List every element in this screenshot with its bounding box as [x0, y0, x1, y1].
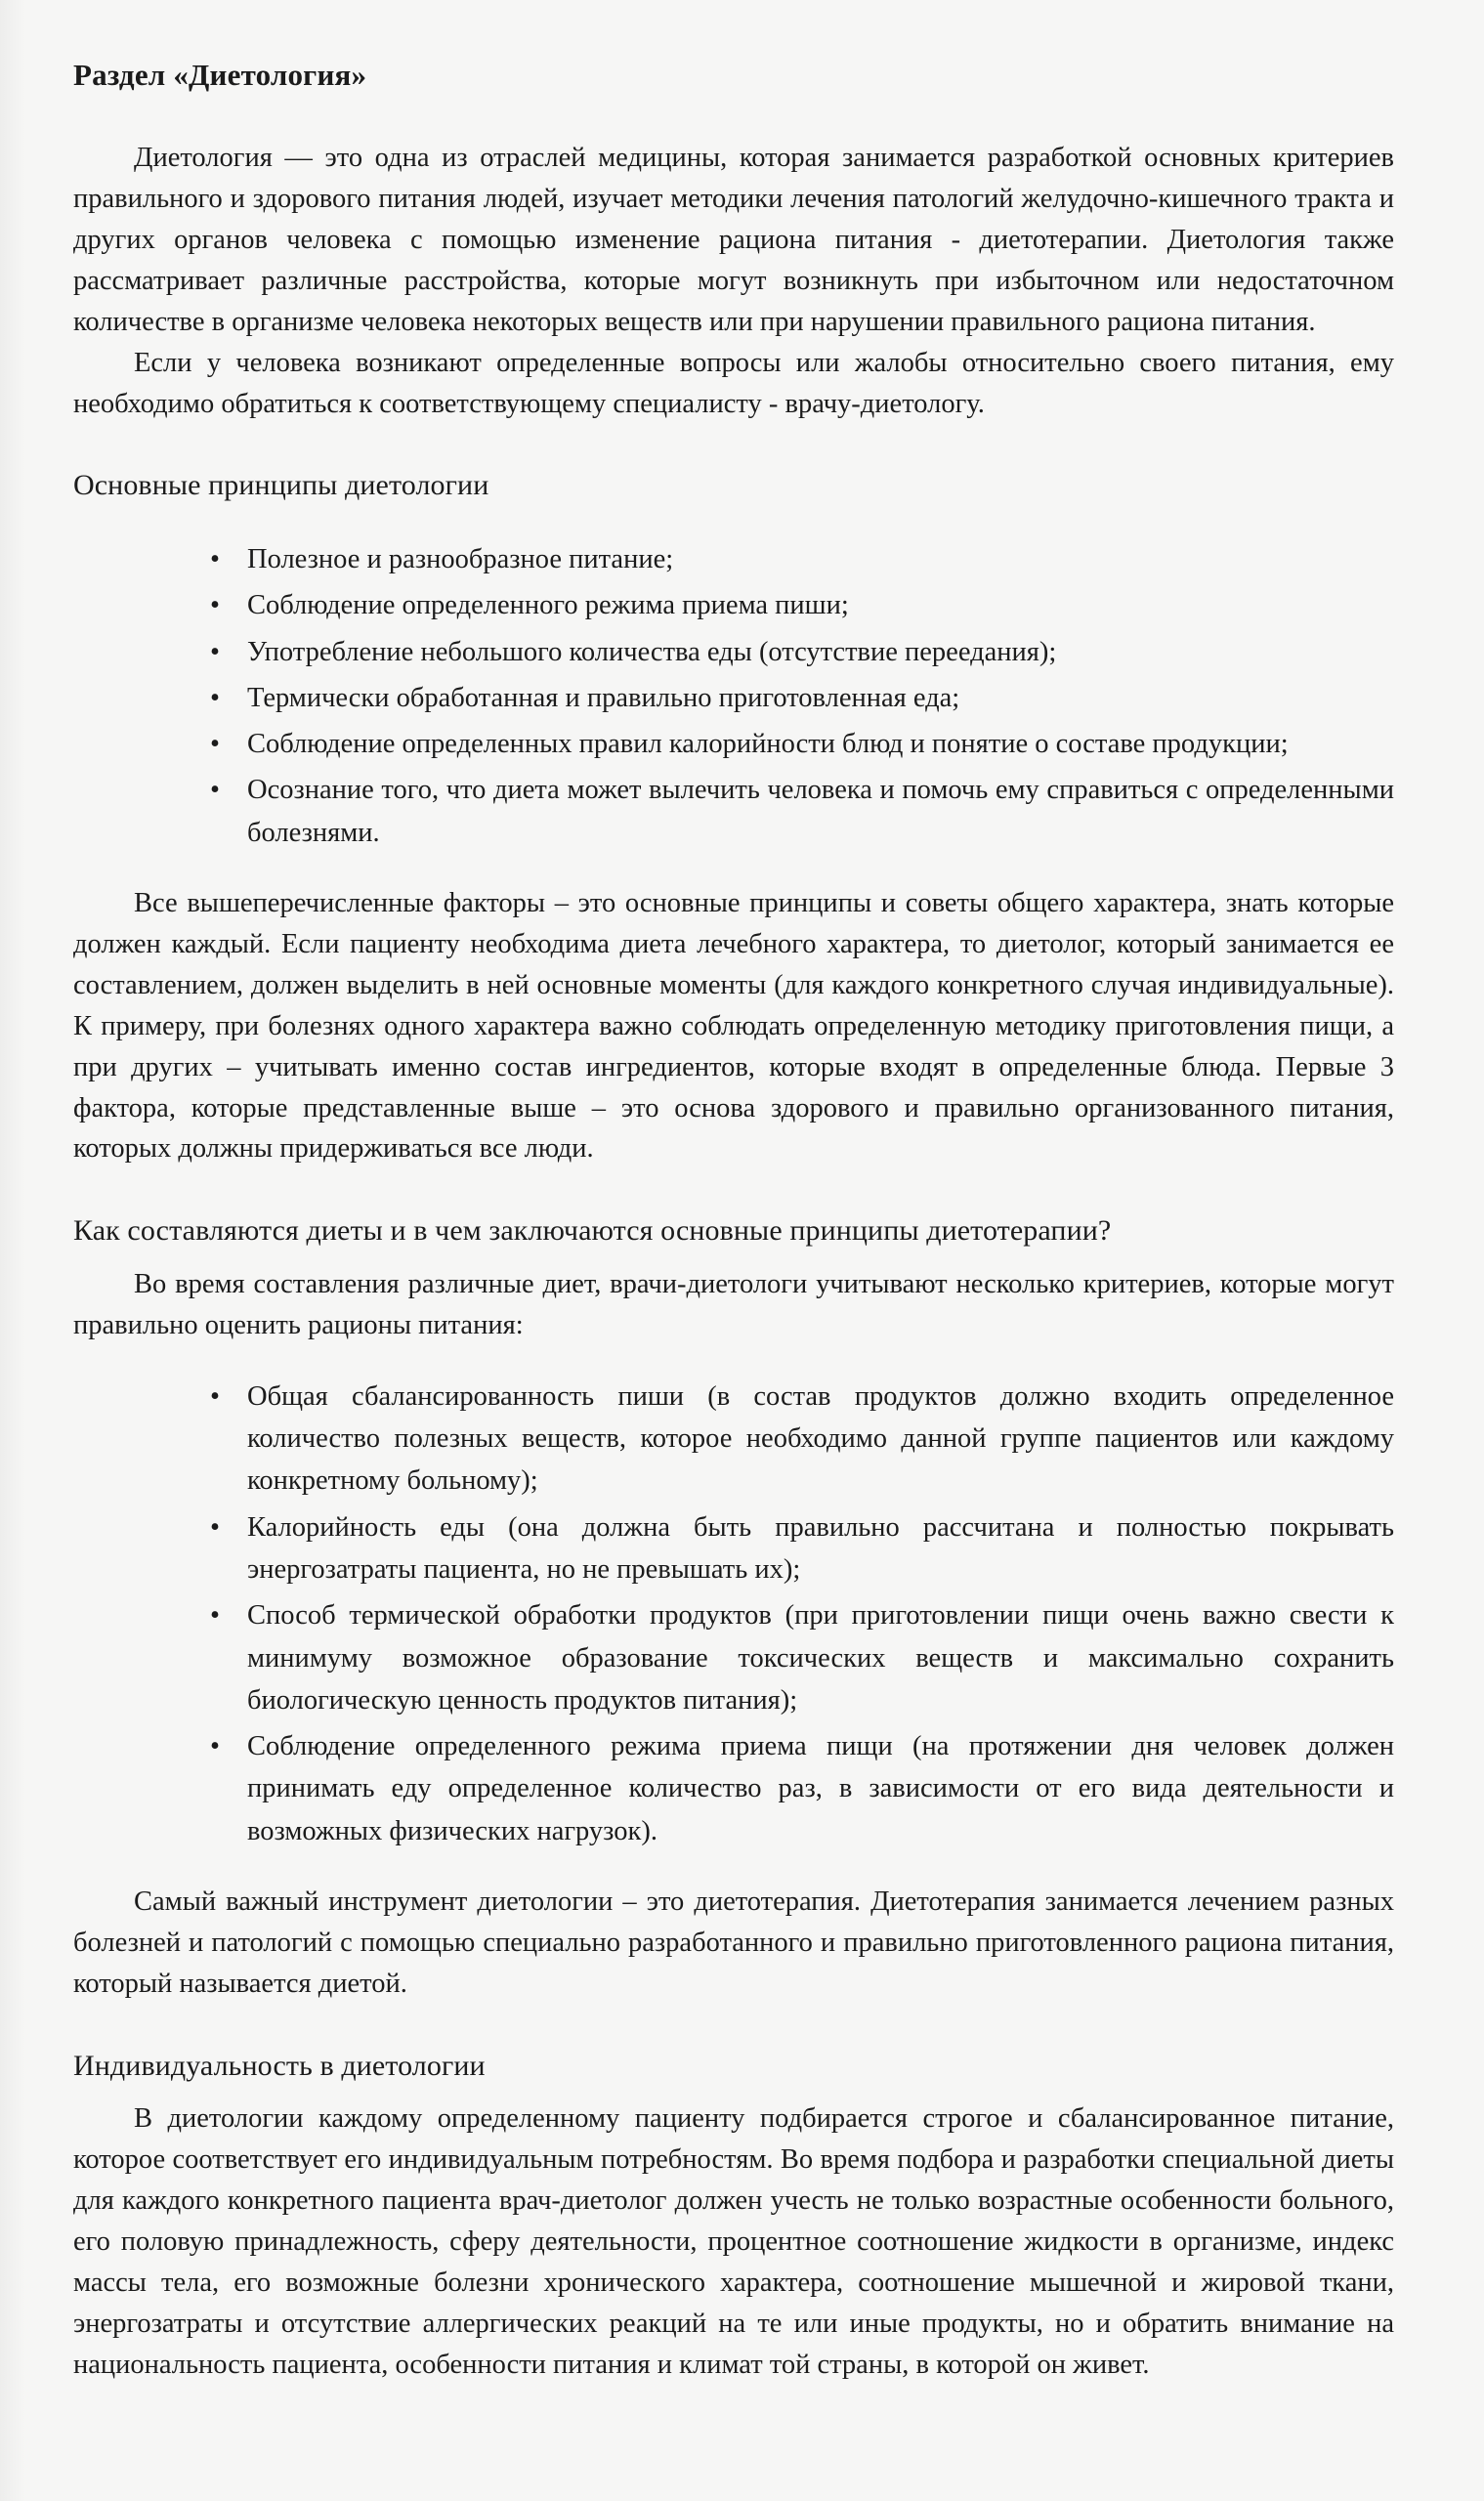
bullet-icon: •	[210, 729, 220, 760]
list-item-text: Соблюдение определенных правил калорийности блюд и понятие о составе продукции;	[247, 729, 1289, 760]
bullet-icon: •	[210, 636, 220, 667]
list-item-text: Термически обработанная и правильно приготовленная еда;	[247, 682, 960, 713]
list-item-text: Употребление небольшого количества еды (отсутствие переедания);	[247, 636, 1057, 667]
diets-summary-paragraph: Самый важный инструмент диетологии – это диетотерапия. Диетотерапия занимается лечением разных болезней и патологий с помощью специально разработанного и правильно приготовленного рациона питания, который называется диетой.	[73, 1886, 1394, 1999]
list-item-text: Осознание того, что диета может вылечить человека и помочь ему справиться с определенными болезнями.	[247, 775, 1394, 848]
list-item-text: Калорийность еды (она должна быть правильно рассчитана и полностью покрывать энергозатраты пациента, но не превышать их);	[247, 1511, 1394, 1585]
individuality-paragraph: В диетологии каждому определенному пациенту подбирается строгое и сбалансированное питание, которое соответствует его индивидуальным потребностям. Во время подбора и разработки специальной диеты для каждого конкретного пациента врач-диетолог должен учесть не только возрастные особенности больного, его половую принадлежность, сферу деятельности, процентное соотношение жидкости в организме, индекс массы тела, его возможные болезни хронического характера, соотношение мышечной и жировой ткани, энергозатраты и отсутствие аллергических реакций на те или иные продукты, но и обратить внимание на национальность пациента, особенности питания и климат той страны, в которой он живет.	[73, 2103, 1394, 2380]
bullet-icon: •	[210, 1731, 220, 1762]
heading-diets: Как составляются диеты и в чем заключаются основные принципы диетотерапии?	[73, 1214, 1112, 1248]
diet-criteria-list	[73, 1376, 1394, 1852]
list-item-text: Способ термической обработки продуктов (при приготовлении пищи очень важно свести к минимуму возможное образование токсических веществ и максимально сохранить биологическую ценность продуктов питания);	[247, 1600, 1394, 1716]
diets-intro-paragraph: Во время составления различные диет, врачи-диетологи учитывают несколько критериев, которые могут правильно оценить рационы питания:	[73, 1268, 1394, 1340]
list-item-text: Общая сбалансированность пиши (в состав продуктов должно входить определенное количество полезных веществ, которое необходимо данной группе пациентов или каждому конкретному больному);	[247, 1380, 1394, 1497]
bullet-icon: •	[210, 1511, 220, 1543]
list-item	[210, 1594, 1394, 1721]
list-item	[210, 1506, 1394, 1591]
list-item	[210, 769, 1394, 854]
document-title: Раздел «Диетология»	[73, 58, 367, 92]
list-item-text: Соблюдение определенного режима приема пиши;	[247, 590, 849, 621]
intro-paragraph-1: Диетология — это одна из отраслей медицины, которая занимается разработкой основных критериев правильного и здорового питания людей, изучает методики лечения патологий желудочно-кишечного тракта и других органов человека с помощью изменение рациона питания - диетотерапии. Диетология также рассматривает различные расстройства, которые могут возникнуть при избыточном или недостаточном количестве в организме человека некоторых веществ или при нарушении правильного рациона питания.	[73, 143, 1394, 337]
list-item-text: Соблюдение определенного режима приема пищи (на протяжении дня человек должен принимать еду определенное количество раз, в зависимости от его вида деятельности и возможных физических нагрузок).	[247, 1731, 1394, 1846]
principles-summary-paragraph: Все вышеперечисленные факторы – это основные принципы и советы общего характера, знать которые должен каждый. Если пациенту необходима диета лечебного характера, то диетолог, который занимается ее составлением, должен выделить в ней основные моменты (для каждого конкретного случая индивидуальные). К примеру, при болезнях одного характера важно соблюдать определенную методику приготовления пищи, а при других – учитывать именно состав ингредиентов, которые входят в определенные блюда. Первые 3 фактора, которые представленные выше – это основа здорового и правильно организованного питания, которых должны придерживаться все люди.	[73, 888, 1394, 1165]
heading-individuality: Индивидуальность в диетологии	[73, 2049, 486, 2082]
list-item	[210, 723, 1394, 765]
list-item	[210, 631, 1394, 673]
bullet-icon: •	[210, 543, 220, 574]
bullet-icon: •	[210, 682, 220, 713]
intro-paragraph-2: Если у человека возникают определенные вопросы или жалобы относительно своего питания, ему необходимо обратиться к соответствующему специалисту - врачу-диетологу.	[73, 347, 1394, 419]
bullet-icon: •	[210, 775, 220, 806]
list-item	[210, 677, 1394, 719]
list-item	[210, 1725, 1394, 1852]
list-item-text: Полезное и разнообразное питание;	[247, 543, 674, 574]
heading-principles: Основные принципы диетологии	[73, 469, 489, 502]
list-item	[210, 1376, 1394, 1503]
list-item	[210, 584, 1394, 626]
bullet-icon: •	[210, 590, 220, 621]
bullet-icon: •	[210, 1600, 220, 1632]
list-item	[210, 538, 1394, 580]
principles-list	[73, 538, 1394, 854]
bullet-icon: •	[210, 1380, 220, 1412]
